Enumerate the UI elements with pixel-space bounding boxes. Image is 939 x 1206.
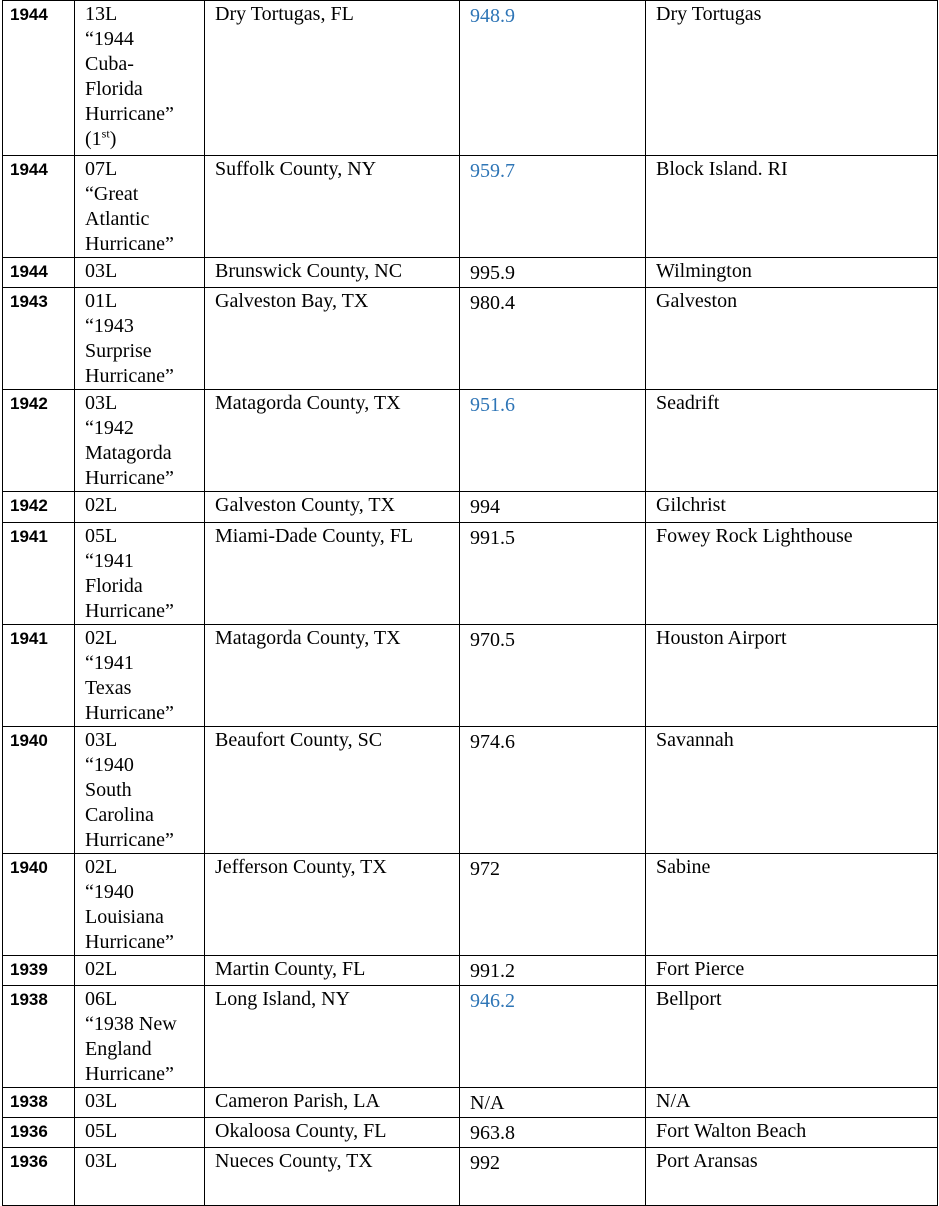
storm-text: “1940: [85, 754, 134, 776]
storm-text: “1938 New: [85, 1013, 177, 1035]
year-cell: 1940: [3, 727, 75, 854]
storm-line: [85, 574, 198, 599]
landfall-location-cell: Matagorda County, TX: [205, 625, 460, 727]
storm-text: 02L: [85, 627, 118, 649]
storm-cell: [75, 390, 205, 492]
storm-line: [85, 2, 198, 27]
table-row: [3, 986, 938, 1088]
year-cell: 1940: [3, 854, 75, 956]
storm-text: Hurricane”: [85, 1063, 174, 1085]
landfall-location-cell: Brunswick County, NC: [205, 258, 460, 288]
landfall-location-cell: Galveston County, TX: [205, 492, 460, 523]
storm-line: [85, 803, 198, 828]
storm-text: 01L: [85, 290, 118, 312]
storm-text: Hurricane”: [85, 702, 174, 724]
landfall-location-cell: Cameron Parish, LA: [205, 1088, 460, 1118]
storm-text: Florida: [85, 78, 143, 100]
storm-line: [85, 1089, 198, 1114]
pressure-cell: 980.4: [460, 288, 646, 390]
pressure-cell: 994: [460, 492, 646, 523]
storm-line: [85, 466, 198, 491]
year-cell: 1936: [3, 1118, 75, 1148]
table-row: [3, 854, 938, 956]
year-cell: 1944: [3, 1, 75, 156]
landfall-location-cell: Martin County, FL: [205, 956, 460, 986]
storm-line: [85, 778, 198, 803]
station-cell: Port Aransas: [646, 1148, 938, 1206]
storm-line: [85, 957, 198, 982]
storm-cell: [75, 854, 205, 956]
landfall-location-cell: Miami-Dade County, FL: [205, 523, 460, 625]
pressure-cell: 946.2: [460, 986, 646, 1088]
station-cell: Block Island. RI: [646, 156, 938, 258]
pressure-cell: 970.5: [460, 625, 646, 727]
station-cell: Savannah: [646, 727, 938, 854]
pressure-cell: N/A: [460, 1088, 646, 1118]
storm-line: [85, 1119, 198, 1144]
storm-text: 02L: [85, 494, 118, 516]
storm-text: Surprise: [85, 340, 152, 362]
storm-cell: [75, 1088, 205, 1118]
station-cell: Fort Walton Beach: [646, 1118, 938, 1148]
table-row: [3, 1148, 938, 1206]
table-row: [3, 625, 938, 727]
storm-text: 03L: [85, 1090, 118, 1112]
storm-line: [85, 77, 198, 102]
storm-line: [85, 599, 198, 624]
storm-text: Cuba-: [85, 53, 134, 75]
year-cell: 1941: [3, 523, 75, 625]
storm-line: [85, 930, 198, 955]
pressure-cell: 991.5: [460, 523, 646, 625]
landfall-location-cell: Okaloosa County, FL: [205, 1118, 460, 1148]
storm-text: Atlantic: [85, 208, 150, 230]
storm-cell: [75, 727, 205, 854]
storm-cell: [75, 288, 205, 390]
storm-text: “1940: [85, 881, 134, 903]
year-cell: 1942: [3, 492, 75, 523]
storm-line: [85, 524, 198, 549]
station-cell: Dry Tortugas: [646, 1, 938, 156]
storm-line: [85, 880, 198, 905]
storm-text: 06L: [85, 988, 118, 1010]
storm-line: [85, 339, 198, 364]
storm-line: [85, 182, 198, 207]
storm-text: 05L: [85, 525, 118, 547]
storm-line: [85, 52, 198, 77]
storm-superscript: st: [101, 126, 110, 141]
station-cell: N/A: [646, 1088, 938, 1118]
station-cell: Seadrift: [646, 390, 938, 492]
storm-line: [85, 1062, 198, 1087]
storm-cell: [75, 1118, 205, 1148]
storm-text: “1943: [85, 315, 134, 337]
landfall-location-cell: Matagorda County, TX: [205, 390, 460, 492]
storm-text: “Great: [85, 183, 139, 205]
storm-text: Hurricane”: [85, 829, 174, 851]
storm-text: 02L: [85, 958, 118, 980]
storm-line: [85, 728, 198, 753]
storm-line: [85, 676, 198, 701]
storm-line: [85, 855, 198, 880]
landfall-location-cell: Jefferson County, TX: [205, 854, 460, 956]
station-cell: Houston Airport: [646, 625, 938, 727]
station-cell: Fort Pierce: [646, 956, 938, 986]
table-row: [3, 1, 938, 156]
storm-text: “1944: [85, 28, 134, 50]
storm-line: [85, 1037, 198, 1062]
storm-cell: [75, 258, 205, 288]
storm-text: South: [85, 779, 132, 801]
storm-line: [85, 102, 198, 127]
storm-line: [85, 626, 198, 651]
storm-text: Hurricane”: [85, 600, 174, 622]
storm-text: 05L: [85, 1120, 118, 1142]
table-row: [3, 492, 938, 523]
pressure-cell: 995.9: [460, 258, 646, 288]
table-row: [3, 156, 938, 258]
landfall-location-cell: Nueces County, TX: [205, 1148, 460, 1206]
storm-text: 13L: [85, 3, 118, 25]
storm-text: 03L: [85, 260, 118, 282]
storm-text: 03L: [85, 1150, 118, 1172]
storm-cell: [75, 156, 205, 258]
table-body: [3, 1, 938, 1206]
pressure-cell: 991.2: [460, 956, 646, 986]
storm-line: [85, 905, 198, 930]
pressure-cell: 959.7: [460, 156, 646, 258]
storm-text: England: [85, 1038, 152, 1060]
storm-line: [85, 416, 198, 441]
storm-line: [85, 1149, 198, 1174]
storm-line: [85, 27, 198, 52]
storm-text: Texas: [85, 677, 132, 699]
storm-line: [85, 127, 198, 152]
year-cell: 1942: [3, 390, 75, 492]
storm-text: Hurricane”: [85, 467, 174, 489]
storm-text: 07L: [85, 158, 118, 180]
year-cell: 1941: [3, 625, 75, 727]
storm-text: Hurricane”: [85, 233, 174, 255]
storm-line: [85, 701, 198, 726]
year-cell: 1944: [3, 156, 75, 258]
storm-cell: [75, 986, 205, 1088]
landfall-location-cell: Dry Tortugas, FL: [205, 1, 460, 156]
storm-text: 03L: [85, 729, 118, 751]
landfall-location-cell: Suffolk County, NY: [205, 156, 460, 258]
storm-line: [85, 289, 198, 314]
station-cell: Fowey Rock Lighthouse: [646, 523, 938, 625]
pressure-cell: 948.9: [460, 1, 646, 156]
pressure-cell: 963.8: [460, 1118, 646, 1148]
year-cell: 1943: [3, 288, 75, 390]
table-row: [3, 1118, 938, 1148]
storm-cell: [75, 1148, 205, 1206]
table-row: [3, 1088, 938, 1118]
table-row: [3, 727, 938, 854]
storm-cell: [75, 625, 205, 727]
pressure-cell: 972: [460, 854, 646, 956]
storm-line: [85, 207, 198, 232]
storm-line: [85, 549, 198, 574]
year-cell: 1936: [3, 1148, 75, 1206]
pressure-cell: 992: [460, 1148, 646, 1206]
storm-cell: [75, 1, 205, 156]
storm-text: Hurricane”: [85, 103, 174, 125]
storm-suffix: ): [109, 128, 117, 150]
station-cell: Galveston: [646, 288, 938, 390]
storm-text: Florida: [85, 575, 143, 597]
station-cell: Sabine: [646, 854, 938, 956]
storm-line: [85, 364, 198, 389]
storm-text: Hurricane”: [85, 931, 174, 953]
storm-cell: [75, 492, 205, 523]
storm-cell: [75, 523, 205, 625]
storm-text: 02L: [85, 856, 118, 878]
storm-line: [85, 987, 198, 1012]
landfall-location-cell: Long Island, NY: [205, 986, 460, 1088]
station-cell: Gilchrist: [646, 492, 938, 523]
storm-line: [85, 391, 198, 416]
pressure-cell: 951.6: [460, 390, 646, 492]
station-cell: Bellport: [646, 986, 938, 1088]
storm-text: “1942: [85, 417, 134, 439]
table-row: [3, 288, 938, 390]
table-row: [3, 956, 938, 986]
storm-text: (1: [85, 128, 102, 150]
storm-line: [85, 651, 198, 676]
storm-line: [85, 259, 198, 284]
hurricane-landfall-table: [2, 0, 938, 1206]
year-cell: 1938: [3, 986, 75, 1088]
station-cell: Wilmington: [646, 258, 938, 288]
storm-text: “1941: [85, 652, 134, 674]
storm-text: Hurricane”: [85, 365, 174, 387]
landfall-location-cell: Galveston Bay, TX: [205, 288, 460, 390]
storm-line: [85, 232, 198, 257]
table-row: [3, 523, 938, 625]
storm-line: [85, 828, 198, 853]
year-cell: 1944: [3, 258, 75, 288]
pressure-cell: 974.6: [460, 727, 646, 854]
storm-text: Carolina: [85, 804, 154, 826]
storm-text: Louisiana: [85, 906, 164, 928]
storm-text: “1941: [85, 550, 134, 572]
year-cell: 1938: [3, 1088, 75, 1118]
storm-line: [85, 1012, 198, 1037]
storm-line: [85, 753, 198, 778]
storm-text: Matagorda: [85, 442, 172, 464]
storm-line: [85, 493, 198, 518]
storm-line: [85, 314, 198, 339]
year-cell: 1939: [3, 956, 75, 986]
storm-line: [85, 157, 198, 182]
landfall-location-cell: Beaufort County, SC: [205, 727, 460, 854]
storm-text: 03L: [85, 392, 118, 414]
storm-cell: [75, 956, 205, 986]
table-row: [3, 390, 938, 492]
table-row: [3, 258, 938, 288]
storm-line: [85, 441, 198, 466]
